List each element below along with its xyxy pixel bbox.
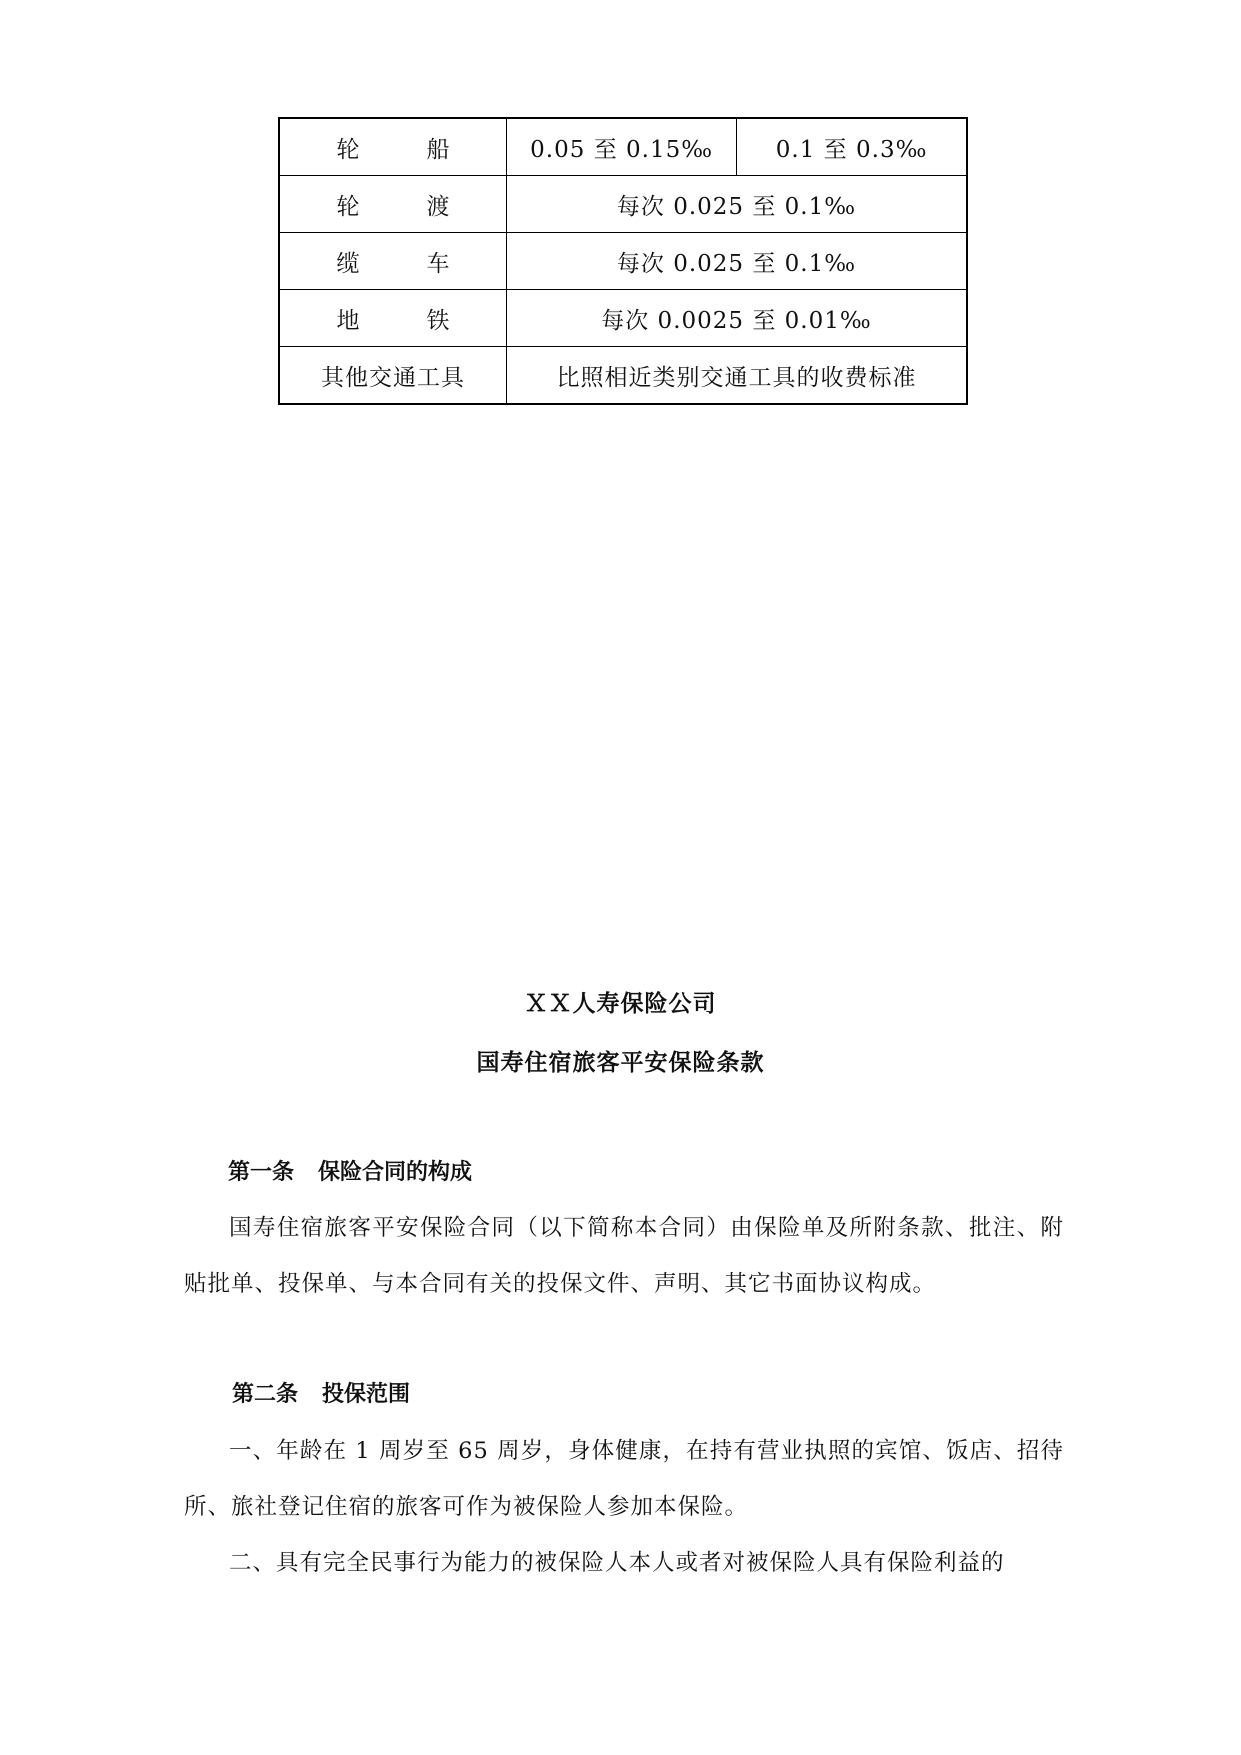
table-row bbox=[279, 118, 967, 176]
article-title: 投保范围 bbox=[322, 1382, 411, 1407]
rate-cell: 0.1 至 0.3‰ bbox=[737, 118, 967, 176]
transport-type-cell: 轮 船 bbox=[279, 118, 507, 176]
rate-cell: 每次 0.025 至 0.1‰ bbox=[507, 176, 968, 233]
clause-title: 国寿住宿旅客平安保险条款 bbox=[476, 1050, 765, 1076]
table-row bbox=[279, 176, 967, 233]
rate-cell: 每次 0.0025 至 0.01‰ bbox=[507, 290, 968, 347]
article-heading bbox=[228, 1155, 472, 1186]
table-row bbox=[279, 233, 967, 290]
rate-cell: 比照相近类别交通工具的收费标准 bbox=[507, 347, 968, 405]
article-paragraph: 国寿住宿旅客平安保险合同（以下简称本合同）由保险单及所附条款、批注、附贴批单、投保单、与本合同有关的投保文件、声明、其它书面协议构成。 bbox=[184, 1215, 1064, 1297]
article-title: 保险合同的构成 bbox=[318, 1160, 473, 1185]
table-row bbox=[279, 347, 967, 405]
transport-type-cell: 其他交通工具 bbox=[279, 347, 507, 405]
rate-cell: 0.05 至 0.15‰ bbox=[507, 118, 737, 176]
article-number: 第二条 bbox=[232, 1382, 299, 1407]
transport-type-cell: 地 铁 bbox=[279, 290, 507, 347]
transport-type-cell: 缆 车 bbox=[279, 233, 507, 290]
table-row bbox=[279, 290, 967, 347]
transport-rate-table bbox=[278, 117, 968, 405]
rate-cell: 每次 0.025 至 0.1‰ bbox=[507, 233, 968, 290]
article-heading bbox=[232, 1377, 410, 1408]
company-name: ＸＸ人寿保险公司 bbox=[524, 991, 717, 1017]
article-paragraph: 一、年龄在 1 周岁至 65 周岁，身体健康，在持有营业执照的宾馆、饭店、招待所、旅社登记住宿的旅客可作为被保险人参加本保险。 bbox=[184, 1438, 1064, 1520]
article-number: 第一条 bbox=[228, 1160, 295, 1185]
transport-type-cell: 轮 渡 bbox=[279, 176, 507, 233]
article-paragraph: 二、具有完全民事行为能力的被保险人本人或者对被保险人具有保险利益的 bbox=[229, 1550, 1005, 1576]
